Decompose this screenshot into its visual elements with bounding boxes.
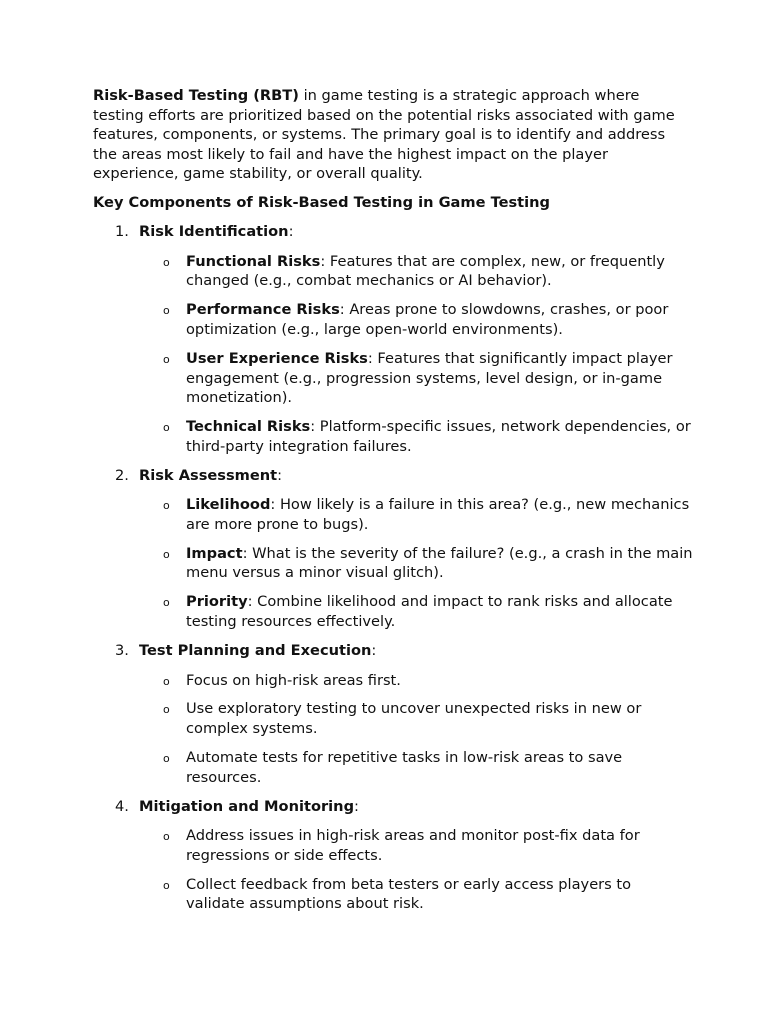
- list-item-text: : Combine likelihood and impact to rank risks and allocate testing resources effectively.: [186, 593, 673, 631]
- list-item-text: Address issues in high-risk areas and monitor post-fix data for regressions or side effects.: [186, 827, 640, 864]
- bullet-icon: o: [163, 421, 170, 435]
- list-item: [93, 699, 693, 738]
- list-item-text: Use exploratory testing to uncover unexpected risks in new or complex systems.: [186, 700, 642, 738]
- bullet-icon: o: [163, 703, 170, 717]
- list-item-term: Likelihood: [186, 496, 271, 514]
- section-title-text: Mitigation and Monitoring: [139, 797, 355, 815]
- list-item: [93, 495, 693, 534]
- section-title-suffix: :: [277, 466, 283, 484]
- list-item: [93, 826, 693, 865]
- intro-lead-term: Risk-Based Testing (RBT): [93, 87, 299, 104]
- section-title: [93, 466, 693, 486]
- list-item-text: : How likely is a failure in this area? (e.g., new mechanics are more prone to bugs).: [186, 496, 690, 533]
- bullet-list: [93, 252, 693, 457]
- section-title-text: Risk Identification: [139, 223, 289, 241]
- list-item-text: : Features that significantly impact player engagement (e.g., progression systems, level design, or in-game monetization).: [186, 350, 673, 407]
- section-number: 1.: [115, 223, 129, 241]
- section-heading: Key Components of Risk-Based Testing in Game Testing: [93, 193, 551, 211]
- list-section: [93, 797, 693, 914]
- intro-paragraph: [93, 86, 693, 184]
- bullet-icon: o: [163, 596, 170, 610]
- list-item: [93, 748, 693, 787]
- section-title-suffix: :: [371, 642, 377, 660]
- section-title-suffix: :: [354, 797, 359, 815]
- list-item: [93, 875, 693, 914]
- section-title: [93, 797, 693, 817]
- list-item: [93, 300, 693, 339]
- list-item: [93, 252, 693, 291]
- list-item-term: Performance Risks: [186, 301, 340, 319]
- bullet-icon: o: [163, 353, 170, 367]
- bullet-icon: o: [163, 255, 170, 269]
- list-item: [93, 544, 693, 583]
- bullet-icon: o: [163, 547, 170, 561]
- bullet-icon: o: [163, 674, 170, 688]
- section-title: [93, 222, 693, 242]
- section-number: 3.: [115, 642, 129, 660]
- list-item-text: : What is the severity of the failure? (e.g., a crash in the main menu versus a minor visual glitch).: [186, 544, 693, 582]
- list-item: [93, 417, 693, 456]
- list-item-text: : Features that are complex, new, or frequently changed (e.g., combat mechanics or AI behavior).: [186, 252, 665, 290]
- list-item-term: User Experience Risks: [186, 350, 368, 368]
- bullet-list: [93, 495, 693, 631]
- list-item-term: Priority: [186, 593, 248, 611]
- bullet-icon: o: [163, 304, 170, 318]
- list-section: [93, 641, 693, 787]
- bullet-icon: o: [163, 752, 170, 766]
- section-title-text: Risk Assessment: [139, 466, 278, 484]
- section-title: [93, 641, 693, 661]
- list-section: [93, 222, 693, 456]
- list-item-text: : Platform-specific issues, network dependencies, or third-party integration failures.: [186, 418, 691, 455]
- bullet-list: [93, 826, 693, 914]
- bullet-icon: o: [163, 830, 170, 844]
- list-item-text: Automate tests for repetitive tasks in low-risk areas to save resources.: [186, 749, 623, 786]
- list-item-text: Collect feedback from beta testers or early access players to validate assumptions about risk.: [186, 875, 632, 913]
- numbered-list: [93, 222, 693, 913]
- list-item-term: Functional Risks: [186, 252, 321, 270]
- section-number: 4.: [115, 797, 129, 815]
- bullet-icon: o: [163, 499, 170, 513]
- document-page: [93, 86, 693, 914]
- list-item-term: Technical Risks: [186, 418, 311, 436]
- list-item-text: Focus on high-risk areas first.: [186, 671, 401, 689]
- list-item-text: : Areas prone to slowdowns, crashes, or poor optimization (e.g., large open-world environments).: [186, 301, 669, 339]
- list-section: [93, 466, 693, 632]
- list-item: [93, 349, 693, 408]
- list-item-term: Impact: [186, 544, 243, 562]
- bullet-list: [93, 671, 693, 788]
- list-item: [93, 671, 693, 691]
- section-title-text: Test Planning and Execution: [139, 642, 372, 660]
- section-number: 2.: [115, 466, 129, 484]
- bullet-icon: o: [163, 878, 170, 892]
- section-title-suffix: :: [288, 223, 294, 241]
- list-item: [93, 592, 693, 631]
- intro-text: in game testing is a strategic approach where testing efforts are prioritized based on the potential risks associated with game features, components, or systems. The primary goal is to identify and address the areas most likely to fail and have the highest impact on the player experience, game stability, or overall quality.: [93, 87, 675, 183]
